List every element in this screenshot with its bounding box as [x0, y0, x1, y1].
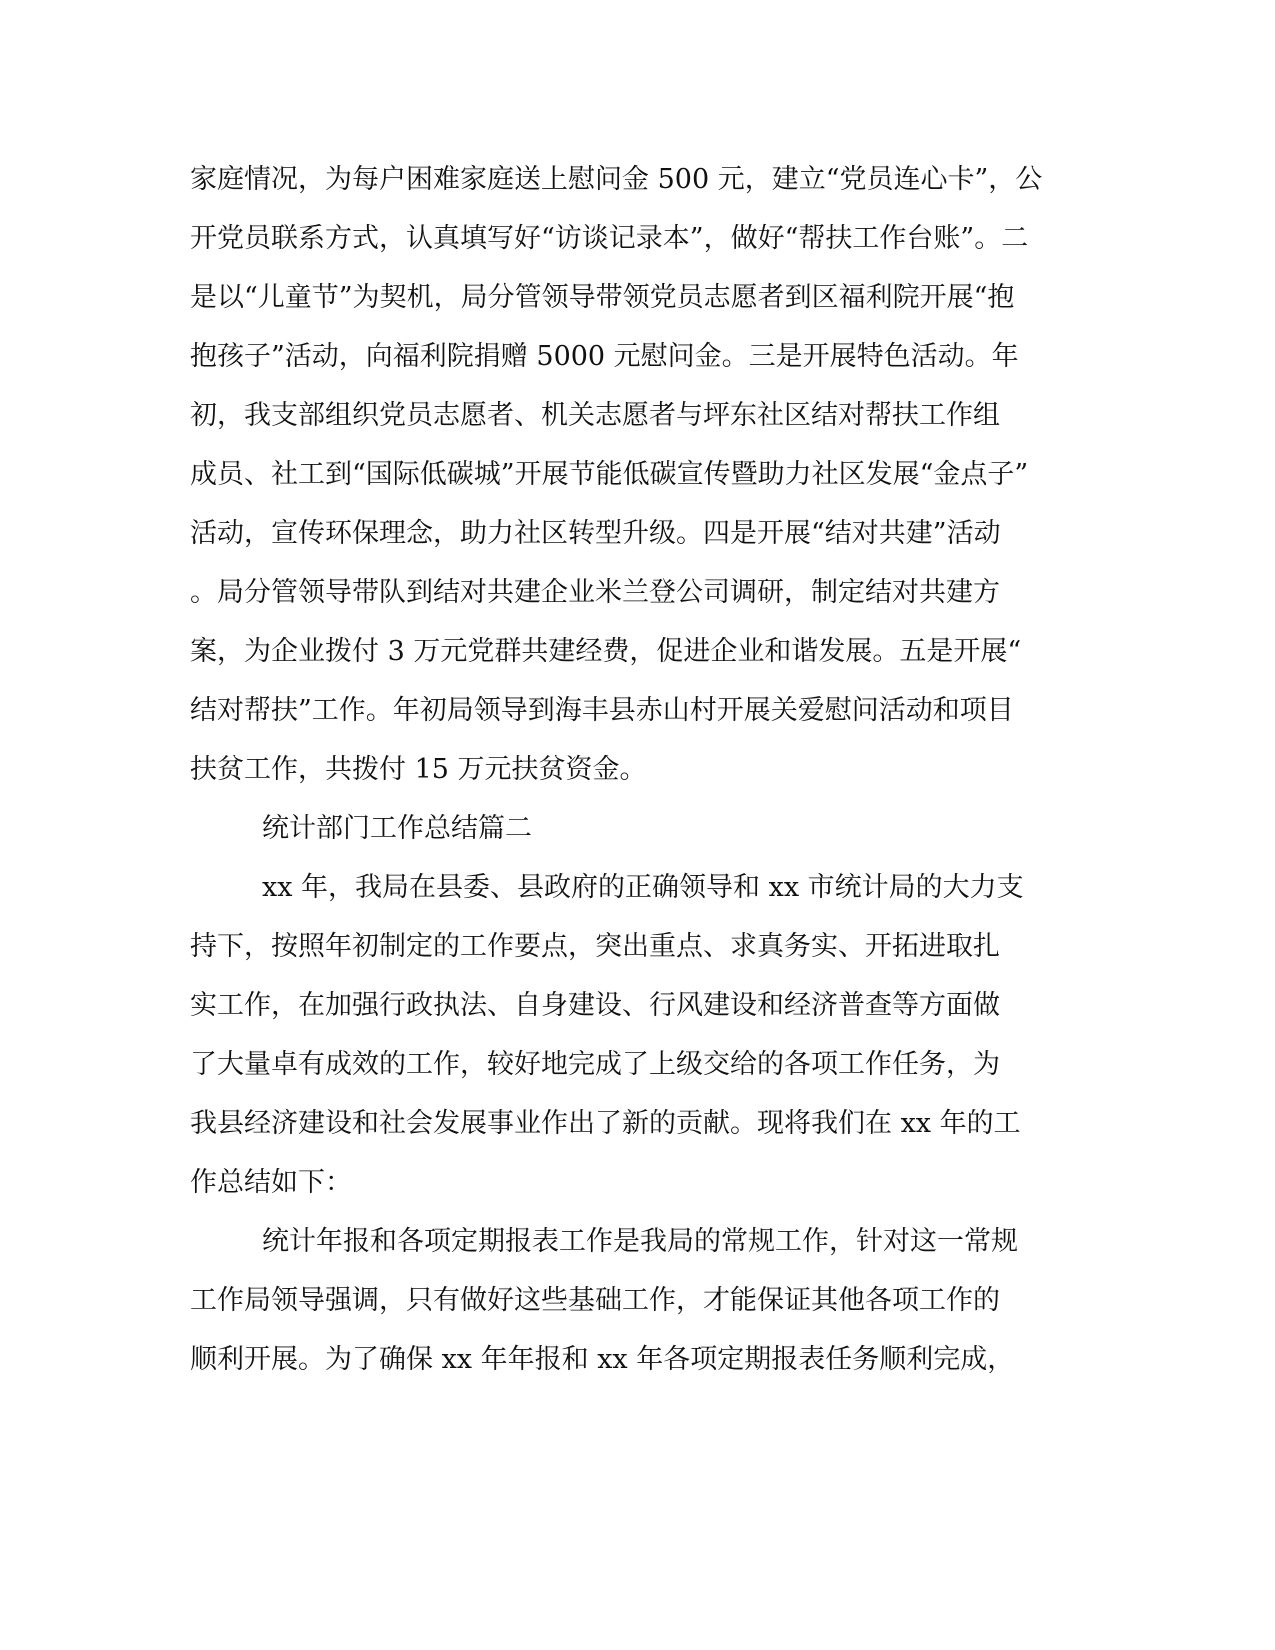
text-line: 持下，按照年初制定的工作要点，突出重点、求真务实、开拓进取扎	[190, 931, 1000, 962]
text-line: 结对帮扶”工作。年初局领导到海丰县赤山村开展关爱慰问活动和项目	[190, 695, 1014, 726]
text-line: 成员、社工到“国际低碳城”开展节能低碳宣传暨助力社区发展“金点子”	[190, 459, 1029, 490]
text-line: 工作局领导强调，只有做好这些基础工作，才能保证其他各项工作的	[190, 1285, 1000, 1316]
text-line: 开党员联系方式，认真填写好“访谈记录本”，做好“帮扶工作台账”。二	[190, 223, 1029, 254]
text-line: 抱孩子”活动，向福利院捐赠 5000 元慰问金。三是开展特色活动。年	[190, 341, 1019, 372]
text-line: 活动，宣传环保理念，助力社区转型升级。四是开展“结对共建”活动	[190, 518, 1001, 549]
text-line: 统计年报和各项定期报表工作是我局的常规工作，针对这一常规	[262, 1226, 1018, 1257]
text-line: 是以“儿童节”为契机，局分管领导带领党员志愿者到区福利院开展“抱	[190, 282, 1015, 313]
section-heading: 统计部门工作总结篇二	[262, 813, 532, 844]
text-line: 了大量卓有成效的工作，较好地完成了上级交给的各项工作任务，为	[190, 1049, 1000, 1080]
text-line: 家庭情况，为每户困难家庭送上慰问金 500 元，建立“党员连心卡”，公	[190, 164, 1043, 195]
text-line: 实工作，在加强行政执法、自身建设、行风建设和经济普查等方面做	[190, 990, 1000, 1021]
text-line: 。局分管领导带队到结对共建企业米兰登公司调研，制定结对共建方	[190, 577, 1000, 608]
text-line: 作总结如下：	[190, 1167, 352, 1198]
text-line: 案，为企业拨付 3 万元党群共建经费，促进企业和谐发展。五是开展“	[190, 636, 1022, 667]
text-line: 扶贫工作，共拨付 15 万元扶贫资金。	[190, 754, 647, 785]
text-line: xx 年，我局在县委、县政府的正确领导和 xx 市统计局的大力支	[262, 872, 1024, 903]
text-line: 我县经济建设和社会发展事业作出了新的贡献。现将我们在 xx 年的工	[190, 1108, 1021, 1139]
text-line: 初，我支部组织党员志愿者、机关志愿者与坪东社区结对帮扶工作组	[190, 400, 1000, 431]
text-line: 顺利开展。为了确保 xx 年年报和 xx 年各项定期报表任务顺利完成，	[190, 1344, 1015, 1375]
